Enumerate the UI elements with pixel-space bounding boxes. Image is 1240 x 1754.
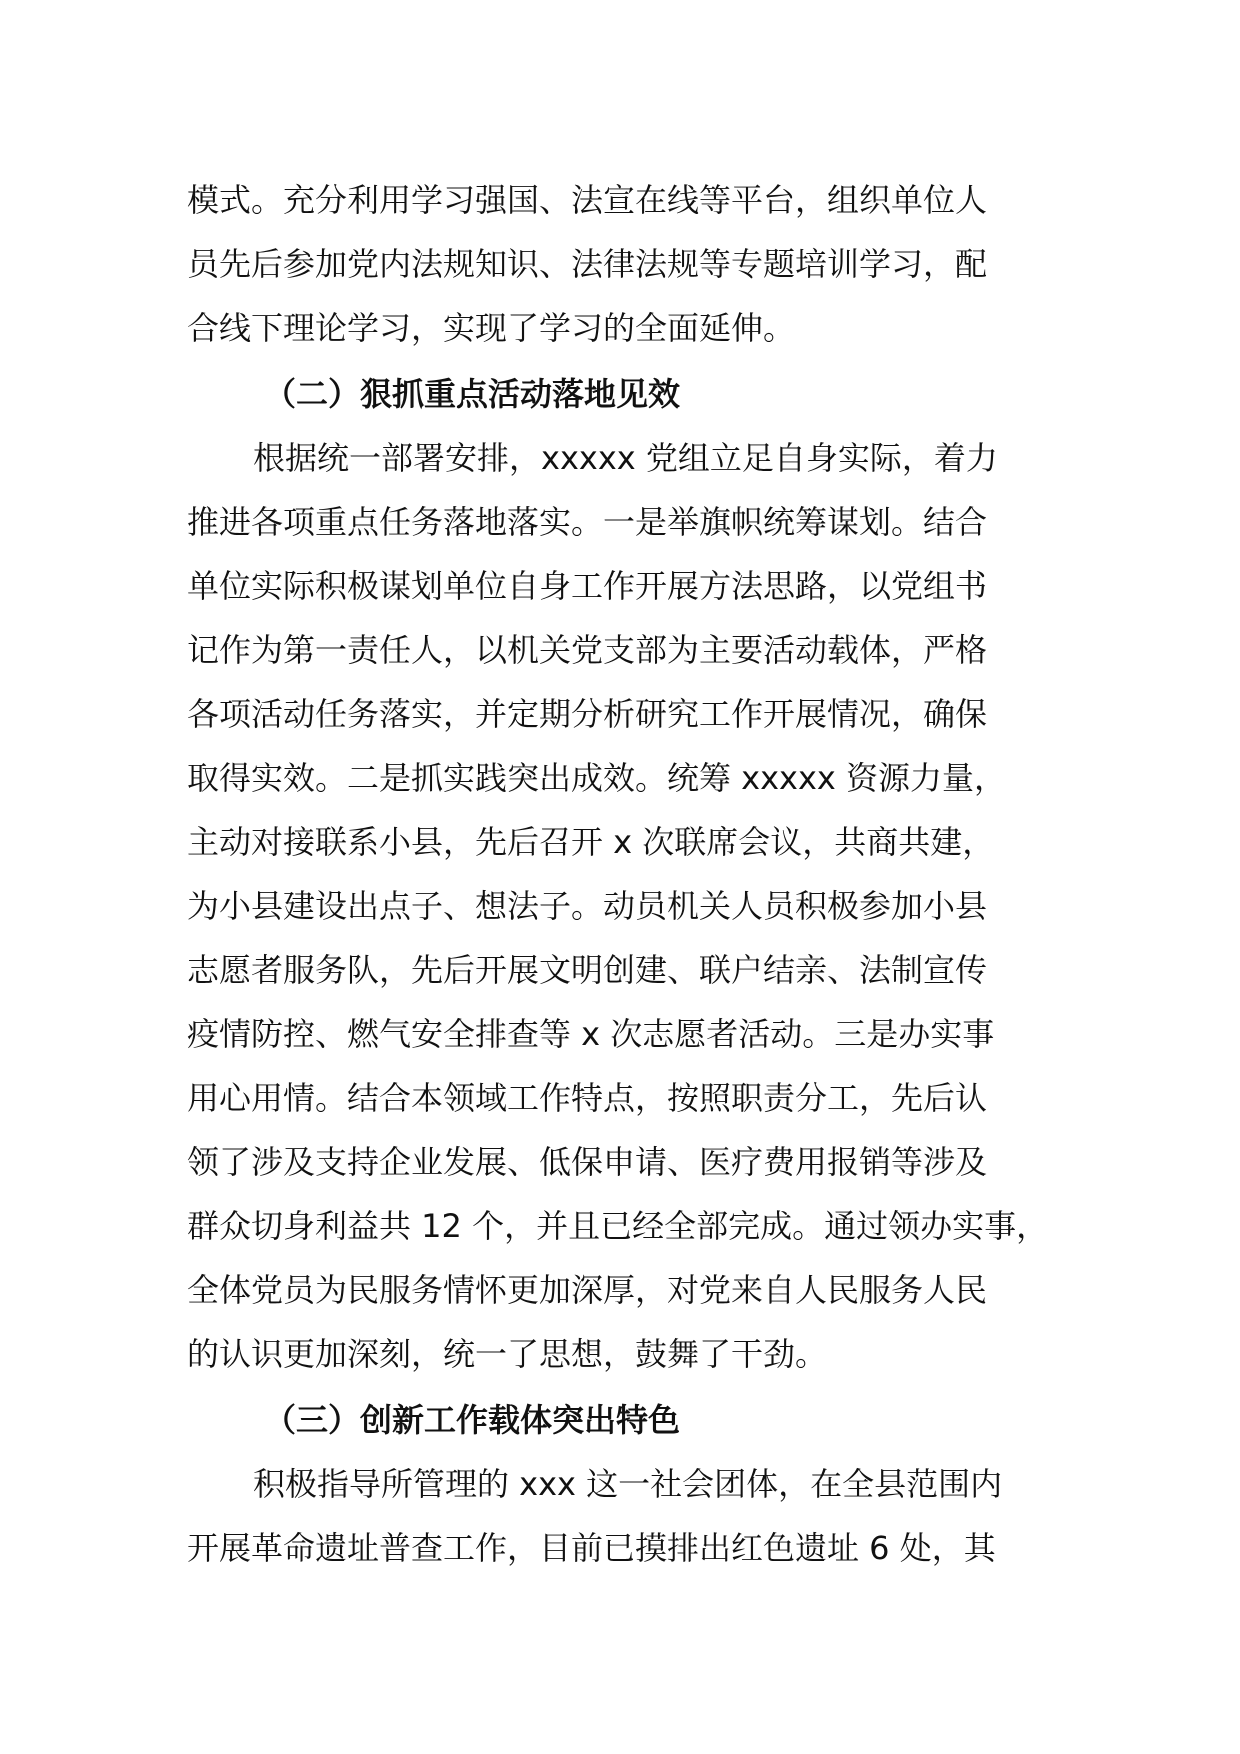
paragraph-line: 的认识更加深刻，统一了思想，鼓舞了干劲。	[187, 1335, 828, 1373]
paragraph-line: 单位实际积极谋划单位自身工作开展方法思路，以党组书	[187, 567, 988, 605]
paragraph-line: 疫情防控、燃气安全排查等 x 次志愿者活动。三是办实事	[187, 1015, 995, 1053]
paragraph-line: 为小县建设出点子、想法子。动员机关人员积极参加小县	[187, 887, 988, 925]
paragraph-line: 主动对接联系小县，先后召开 x 次联席会议，共商共建，	[187, 823, 995, 861]
section-heading-2: （二）狠抓重点活动落地见效	[264, 375, 681, 413]
paragraph-line: 根据统一部署安排，xxxxx 党组立足自身实际，着力	[253, 439, 998, 477]
paragraph-line: 合线下理论学习，实现了学习的全面延伸。	[187, 309, 796, 347]
paragraph-line: 记作为第一责任人，以机关党支部为主要活动载体，严格	[187, 631, 988, 669]
paragraph-line: 用心用情。结合本领域工作特点，按照职责分工，先后认	[187, 1079, 988, 1117]
paragraph-line: 开展革命遗址普查工作，目前已摸排出红色遗址 6 处，其	[187, 1529, 996, 1567]
paragraph-line: 各项活动任务落实，并定期分析研究工作开展情况，确保	[187, 695, 988, 733]
paragraph-line: 积极指导所管理的 xxx 这一社会团体，在全县范围内	[253, 1465, 1003, 1503]
paragraph-line: 推进各项重点任务落地落实。一是举旗帜统筹谋划。结合	[187, 503, 988, 541]
paragraph-line: 取得实效。二是抓实践突出成效。统筹 xxxxx 资源力量，	[187, 759, 1007, 797]
paragraph-line: 员先后参加党内法规知识、法律法规等专题培训学习，配	[187, 245, 988, 283]
paragraph-line: 领了涉及支持企业发展、低保申请、医疗费用报销等涉及	[187, 1143, 988, 1181]
paragraph-line: 志愿者服务队，先后开展文明创建、联户结亲、法制宣传	[187, 951, 988, 989]
paragraph-line: 全体党员为民服务情怀更加深厚，对党来自人民服务人民	[187, 1271, 988, 1309]
paragraph-line: 模式。充分利用学习强国、法宣在线等平台，组织单位人	[187, 181, 988, 219]
section-heading-3: （三）创新工作载体突出特色	[264, 1401, 681, 1439]
paragraph-line: 群众切身利益共 12 个，并且已经全部完成。通过领办实事，	[187, 1207, 1049, 1245]
